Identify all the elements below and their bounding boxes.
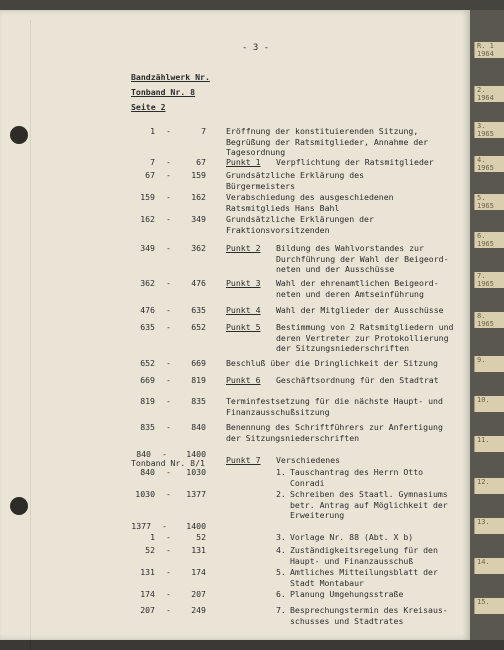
- agenda-text: Benennung des Schriftführers zur Anfertigung der Sitzungsniederschriften: [226, 422, 443, 443]
- range-to: 52: [196, 532, 206, 542]
- agenda-text: Bildung des Wahlvorstandes zur Durchführung der Wahl der Beigeord- neten und der Ausschüsse: [276, 243, 449, 274]
- range-to: 7: [201, 126, 206, 136]
- range-to: 652: [191, 322, 206, 332]
- agenda-point: Punkt 5: [226, 322, 261, 332]
- range-to: 349: [191, 214, 206, 224]
- subitem-text: Besprechungstermin des Kreisaus- schusses und Stadtrates: [290, 605, 448, 626]
- range-from: 819: [140, 396, 155, 406]
- range-from: 1: [150, 532, 155, 542]
- subitem-text: Schreiben des Staatl. Gymnasiums betr. Antrag auf Möglichkeit der Erweiterung: [290, 489, 448, 520]
- agenda-text: Bestimmung von 2 Ratsmitgliedern und deren Vertreter zur Protokollierung der Sitzungsniederschriften: [276, 322, 454, 353]
- range-from: 1030: [135, 489, 155, 499]
- range-dash: -: [166, 375, 171, 385]
- index-tab: 10.: [474, 396, 504, 412]
- punch-hole-top: [10, 126, 28, 144]
- index-tab: 12.: [474, 478, 504, 494]
- index-tab: 5. 1965: [474, 194, 504, 210]
- range-to: 635: [191, 305, 206, 315]
- range-from: 840: [136, 449, 151, 459]
- index-tab: 4. 1965: [474, 156, 504, 172]
- index-tab: 2. 1964: [474, 86, 504, 102]
- range-from: 67: [145, 170, 155, 180]
- agenda-text: Beschluß über die Dringlichkeit der Sitzung: [226, 358, 438, 368]
- tonband-label: Tonband Nr. 8/1: [131, 458, 205, 468]
- range-to: 362: [191, 243, 206, 253]
- range-from: 1: [150, 126, 155, 136]
- range-dash: -: [166, 214, 171, 224]
- range-from: 840: [140, 467, 155, 477]
- range-dash: -: [166, 396, 171, 406]
- agenda-text: Wahl der ehrenamtlichen Beigeord- neten und deren Amtseinführung: [276, 278, 439, 299]
- range-dash: -: [166, 243, 171, 253]
- range-from: 162: [140, 214, 155, 224]
- subitem-number: 1.: [276, 467, 286, 477]
- range-to: 174: [191, 567, 206, 577]
- subitem-text: Amtliches Mitteilungsblatt der Stadt Montabaur: [290, 567, 438, 588]
- range-from: 349: [140, 243, 155, 253]
- subitem-number: 7.: [276, 605, 286, 615]
- range-dash: -: [166, 489, 171, 499]
- page-margin: [30, 20, 31, 650]
- range-dash: -: [166, 278, 171, 288]
- range-to: 840: [191, 422, 206, 432]
- range-from: 362: [140, 278, 155, 288]
- subitem-text: Tauschantrag des Herrn Otto Conradi: [290, 467, 424, 488]
- range-to: 131: [191, 545, 206, 555]
- range-dash: -: [166, 545, 171, 555]
- range-dash: -: [166, 170, 171, 180]
- range-dash: -: [166, 422, 171, 432]
- range-from: 7: [150, 157, 155, 167]
- header-side: Seite 2: [131, 102, 166, 112]
- agenda-text: Eröffnung der konstituierenden Sitzung, Begrüßung der Ratsmitglieder, Annahme der Tagesordnung: [226, 126, 429, 157]
- index-tab: R. 1 1964: [474, 42, 504, 58]
- subitem-number: 2.: [276, 489, 286, 499]
- range-from: 652: [140, 358, 155, 368]
- range-to: 207: [191, 589, 206, 599]
- range-from: 207: [140, 605, 155, 615]
- subitem-text: Vorlage Nr. 88 (Abt. X b): [290, 532, 414, 542]
- index-tab: 6. 1965: [474, 232, 504, 248]
- agenda-text: Grundsätzliche Erklärungen der Fraktionsvorsitzenden: [226, 214, 374, 235]
- header-tape-number: Tonband Nr. 8: [131, 87, 196, 97]
- agenda-text: Terminfestsetzung für die nächste Haupt- und Finanzausschußsitzung: [226, 396, 443, 417]
- index-tab: 13.: [474, 518, 504, 534]
- agenda-point: Punkt 3: [226, 278, 261, 288]
- range-to: 159: [191, 170, 206, 180]
- index-tab: 11.: [474, 436, 504, 452]
- index-tab: 15.: [474, 598, 504, 614]
- subitem-text: Zuständigkeitsregelung für den Haupt- und Finanzausschuß: [290, 545, 438, 566]
- index-tab: 7. 1965: [474, 272, 504, 288]
- range-to: 1400: [186, 521, 206, 531]
- range-dash: -: [162, 521, 167, 531]
- range-to: 162: [191, 192, 206, 202]
- range-dash: -: [166, 467, 171, 477]
- range-dash: -: [166, 305, 171, 315]
- subitem-number: 6.: [276, 589, 286, 599]
- range-dash: -: [166, 126, 171, 136]
- range-to: 476: [191, 278, 206, 288]
- agenda-point: Punkt 1: [226, 157, 261, 167]
- agenda-text: Wahl der Mitglieder der Ausschüsse: [276, 305, 444, 315]
- agenda-point: Punkt 4: [226, 305, 261, 315]
- agenda-text: Verschiedenes: [276, 455, 341, 465]
- index-tab: 3. 1965: [474, 122, 504, 138]
- range-to: 1400: [186, 449, 206, 459]
- range-dash: -: [166, 567, 171, 577]
- agenda-text: Grundsätzliche Erklärung des Bürgermeisters: [226, 170, 365, 191]
- subitem-text: Planung Umgehungsstraße: [290, 589, 404, 599]
- agenda-point: Punkt 6: [226, 375, 261, 385]
- range-dash: -: [166, 605, 171, 615]
- subitem-number: 3.: [276, 532, 286, 542]
- agenda-text: Verpflichtung der Ratsmitglieder: [276, 157, 434, 167]
- range-to: 819: [191, 375, 206, 385]
- agenda-text: Geschäftsordnung für den Stadtrat: [276, 375, 439, 385]
- index-tab: 8. 1965: [474, 312, 504, 328]
- page-number: - 3 -: [242, 43, 270, 53]
- subitem-number: 4.: [276, 545, 286, 555]
- range-to: 835: [191, 396, 206, 406]
- agenda-text: Verabschiedung des ausgeschiedenen Ratsmitglieds Hans Bahl: [226, 192, 394, 213]
- index-tab: 14.: [474, 558, 504, 574]
- range-from: 159: [140, 192, 155, 202]
- range-dash: -: [166, 589, 171, 599]
- agenda-point: Punkt 7: [226, 455, 261, 465]
- range-from: 131: [140, 567, 155, 577]
- range-dash: -: [166, 322, 171, 332]
- range-to: 67: [196, 157, 206, 167]
- range-dash: -: [166, 157, 171, 167]
- range-from: 476: [140, 305, 155, 315]
- range-dash: -: [166, 358, 171, 368]
- subitem-number: 5.: [276, 567, 286, 577]
- range-from: 635: [140, 322, 155, 332]
- range-from: 1377: [131, 521, 151, 531]
- range-to: 249: [191, 605, 206, 615]
- range-from: 835: [140, 422, 155, 432]
- punch-hole-bottom: [10, 497, 28, 515]
- range-dash: -: [162, 449, 167, 459]
- range-to: 1377: [186, 489, 206, 499]
- index-tab: 9.: [474, 356, 504, 372]
- range-from: 52: [145, 545, 155, 555]
- range-from: 174: [140, 589, 155, 599]
- range-to: 1030: [186, 467, 206, 477]
- agenda-point: Punkt 2: [226, 243, 261, 253]
- range-from: 669: [140, 375, 155, 385]
- range-to: 669: [191, 358, 206, 368]
- header-counter-label: Bandzählwerk Nr.: [131, 72, 210, 82]
- range-dash: -: [166, 192, 171, 202]
- index-tab-stack: [470, 10, 504, 640]
- range-dash: -: [166, 532, 171, 542]
